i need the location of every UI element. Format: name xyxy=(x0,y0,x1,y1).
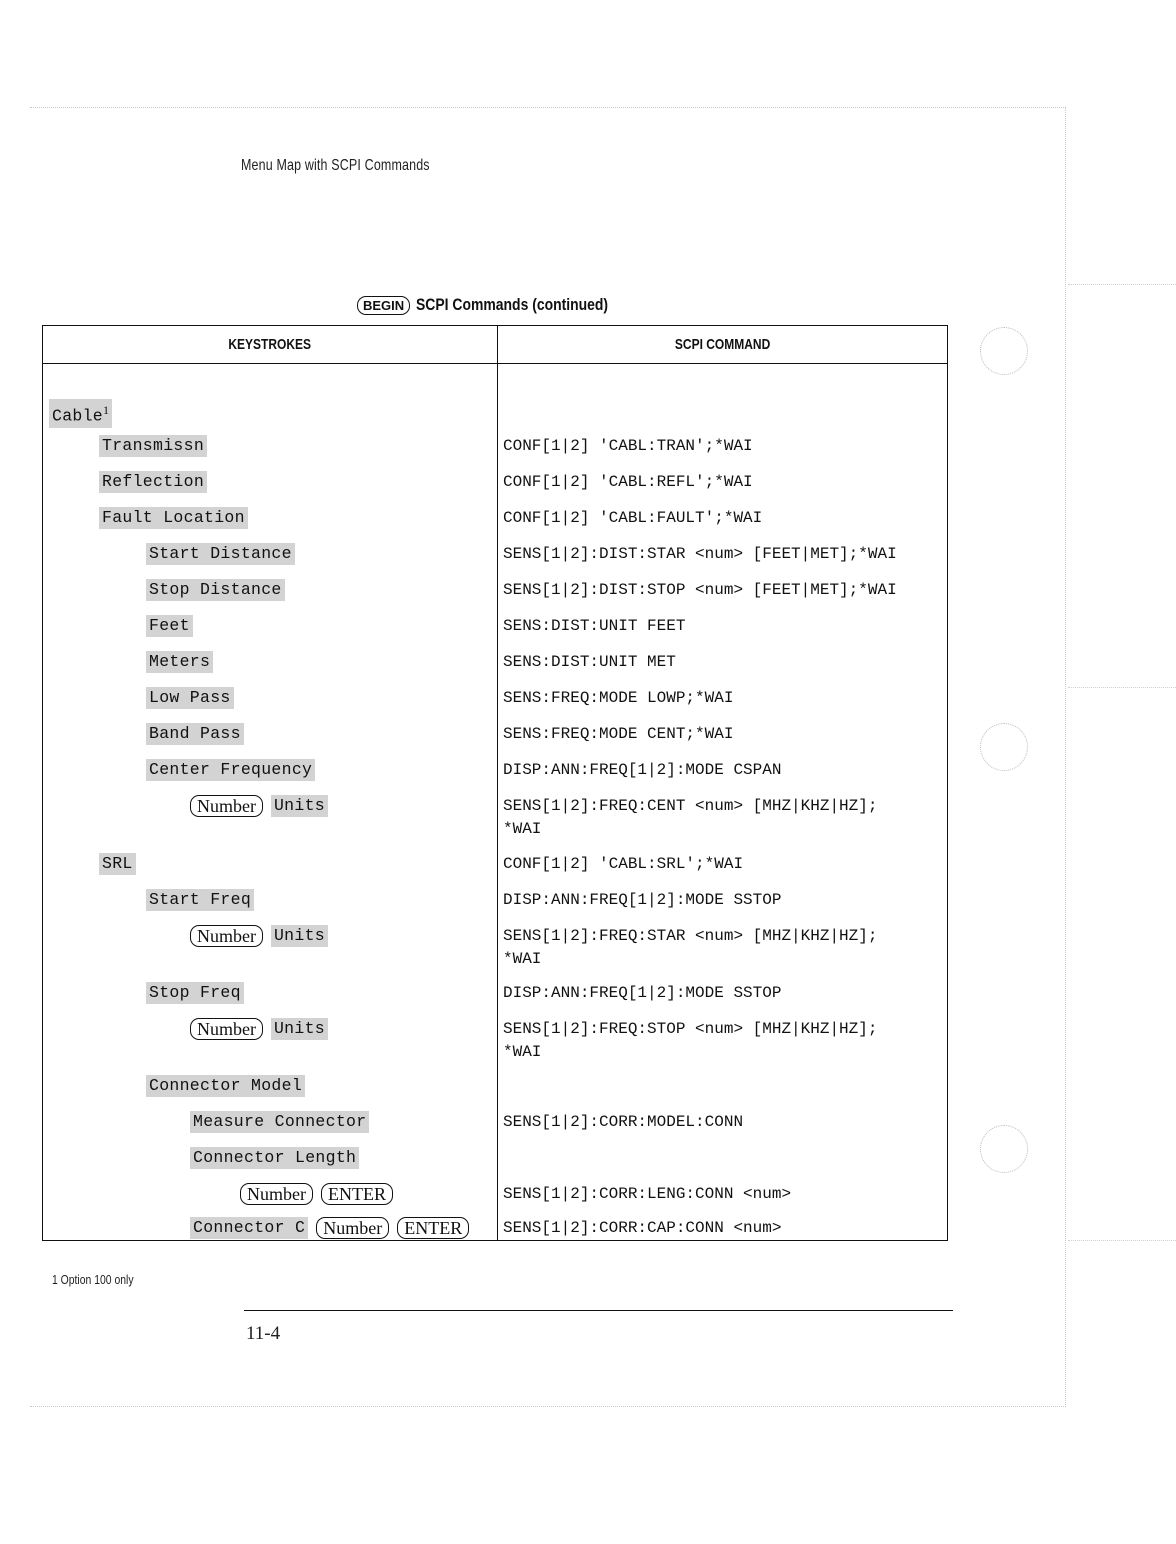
keystroke-cell xyxy=(146,543,295,565)
hardkey-label: Number xyxy=(190,925,263,947)
softkey-label: Units xyxy=(271,1018,328,1040)
softkey-label: Stop Freq xyxy=(146,982,244,1004)
scpi-command-line: SENS:FREQ:MODE CENT;*WAI xyxy=(503,725,734,743)
softkey-label: Low Pass xyxy=(146,687,234,709)
keystroke-cell xyxy=(146,687,234,709)
scpi-command-cell xyxy=(503,1217,943,1240)
softkey-label: Reflection xyxy=(99,471,207,493)
scpi-command-cell xyxy=(503,982,943,1005)
keystroke-cell xyxy=(190,795,328,817)
scpi-command-cell xyxy=(503,723,943,746)
scpi-command-line: SENS[1|2]:CORR:MODEL:CONN xyxy=(503,1113,744,1131)
page-trim-tick xyxy=(1068,1240,1176,1241)
scpi-command-cell xyxy=(503,795,943,841)
softkey-label: Connector C xyxy=(190,1217,308,1239)
keystroke-cell xyxy=(190,1217,469,1239)
scpi-command-line: SENS[1|2]:DIST:STOP <num> [FEET|MET];*WAI xyxy=(503,581,897,599)
scpi-command-cell xyxy=(503,435,943,458)
scpi-command-line: CONF[1|2] 'CABL:REFL';*WAI xyxy=(503,473,753,491)
softkey-label: Units xyxy=(271,795,328,817)
keystroke-cell xyxy=(146,982,244,1004)
hardkey-label: Number xyxy=(316,1217,389,1239)
keystroke-cell xyxy=(146,723,244,745)
softkey-label: Measure Connector xyxy=(190,1111,369,1133)
footer-rule xyxy=(244,1310,953,1311)
page-trim-tick xyxy=(1068,687,1176,688)
softkey-label: Cable$^1$ xyxy=(49,399,112,428)
softkey-label: SRL xyxy=(99,853,136,875)
table-body xyxy=(43,326,947,1240)
keystroke-cell xyxy=(240,1183,393,1205)
scpi-command-line: SENS[1|2]:FREQ:STOP <num> [MHZ|KHZ|HZ]; xyxy=(503,1020,878,1038)
scpi-command-cell xyxy=(503,615,943,638)
softkey-label: Units xyxy=(271,925,328,947)
softkey-label: Start Distance xyxy=(146,543,295,565)
binder-hole xyxy=(980,327,1028,375)
hardkey-label: ENTER xyxy=(397,1217,469,1239)
scpi-command-cell xyxy=(503,471,943,494)
scpi-command-cell xyxy=(503,687,943,710)
table-title xyxy=(357,295,650,315)
softkey-label: Center Frequency xyxy=(146,759,315,781)
softkey-label: Connector Length xyxy=(190,1147,359,1169)
page-trim-right xyxy=(1065,107,1066,1407)
scpi-table xyxy=(42,325,948,1241)
scpi-command-line: SENS:FREQ:MODE LOWP;*WAI xyxy=(503,689,734,707)
scpi-command-line: SENS:DIST:UNIT MET xyxy=(503,653,676,671)
scpi-command-cell xyxy=(503,651,943,674)
page-number: 11-4 xyxy=(246,1323,281,1344)
begin-key: BEGIN xyxy=(357,296,410,315)
keystroke-cell xyxy=(49,399,112,428)
keystroke-cell xyxy=(146,889,254,911)
scpi-command-line: *WAI xyxy=(503,820,542,838)
keystroke-cell xyxy=(190,1111,369,1133)
softkey-label: Start Freq xyxy=(146,889,254,911)
scpi-command-line: SENS[1|2]:CORR:CAP:CONN <num> xyxy=(503,1219,782,1237)
scpi-command-cell xyxy=(503,853,943,876)
keystroke-cell xyxy=(146,759,315,781)
running-header: Menu Map with SCPI Commands xyxy=(241,157,430,174)
scpi-command-cell xyxy=(503,925,943,971)
column-header-keystrokes: KEYSTROKES xyxy=(228,336,312,353)
table-title-text: SCPI Commands (continued) xyxy=(416,295,609,314)
scpi-command-cell xyxy=(503,1183,943,1206)
scpi-command-cell xyxy=(503,889,943,912)
scpi-command-line: *WAI xyxy=(503,1043,542,1061)
keystroke-cell xyxy=(99,507,248,529)
scpi-command-line: DISP:ANN:FREQ[1|2]:MODE CSPAN xyxy=(503,761,782,779)
softkey-label: Transmissn xyxy=(99,435,207,457)
scpi-command-line: SENS[1|2]:CORR:LENG:CONN <num> xyxy=(503,1185,792,1203)
scpi-command-line: SENS[1|2]:FREQ:CENT <num> [MHZ|KHZ|HZ]; xyxy=(503,797,878,815)
scpi-command-cell xyxy=(503,759,943,782)
keystroke-cell xyxy=(146,1075,305,1097)
keystroke-cell xyxy=(146,579,285,601)
softkey-label: Stop Distance xyxy=(146,579,285,601)
column-header-scpi-command: SCPI COMMAND xyxy=(675,336,771,353)
keystroke-cell xyxy=(146,615,193,637)
binder-hole xyxy=(980,723,1028,771)
page-trim-bottom xyxy=(30,1406,1066,1407)
keystroke-cell xyxy=(190,1147,359,1169)
scpi-command-cell xyxy=(503,1111,943,1134)
hardkey-label: Number xyxy=(190,1018,263,1040)
scpi-command-line: DISP:ANN:FREQ[1|2]:MODE SSTOP xyxy=(503,891,782,909)
scpi-command-line: SENS[1|2]:FREQ:STAR <num> [MHZ|KHZ|HZ]; xyxy=(503,927,878,945)
scpi-command-line: SENS[1|2]:DIST:STAR <num> [FEET|MET];*WAI xyxy=(503,545,897,563)
scpi-command-line: CONF[1|2] 'CABL:TRAN';*WAI xyxy=(503,437,753,455)
keystroke-cell xyxy=(99,853,136,875)
keystroke-cell xyxy=(190,925,328,947)
softkey-label: Feet xyxy=(146,615,193,637)
scpi-command-cell xyxy=(503,543,943,566)
footnote-marker: 1 xyxy=(103,403,110,417)
softkey-label: Band Pass xyxy=(146,723,244,745)
scpi-command-cell xyxy=(503,579,943,602)
footnote: 1 Option 100 only xyxy=(52,1272,134,1287)
hardkey-label: Number xyxy=(240,1183,313,1205)
hardkey-label: ENTER xyxy=(321,1183,393,1205)
softkey-label: Meters xyxy=(146,651,213,673)
scpi-command-line: *WAI xyxy=(503,950,542,968)
scpi-command-cell xyxy=(503,1018,943,1064)
binder-hole xyxy=(980,1125,1028,1173)
scpi-command-cell xyxy=(503,507,943,530)
page-trim-tick xyxy=(1068,284,1176,285)
page-trim-top xyxy=(30,107,1066,108)
scpi-command-line: CONF[1|2] 'CABL:SRL';*WAI xyxy=(503,855,744,873)
hardkey-label: Number xyxy=(190,795,263,817)
keystroke-cell xyxy=(99,471,207,493)
keystroke-cell xyxy=(146,651,213,673)
scpi-command-line: SENS:DIST:UNIT FEET xyxy=(503,617,686,635)
scpi-command-line: DISP:ANN:FREQ[1|2]:MODE SSTOP xyxy=(503,984,782,1002)
softkey-label: Connector Model xyxy=(146,1075,305,1097)
scpi-command-line: CONF[1|2] 'CABL:FAULT';*WAI xyxy=(503,509,763,527)
keystroke-cell xyxy=(190,1018,328,1040)
keystroke-cell xyxy=(99,435,207,457)
softkey-label: Fault Location xyxy=(99,507,248,529)
